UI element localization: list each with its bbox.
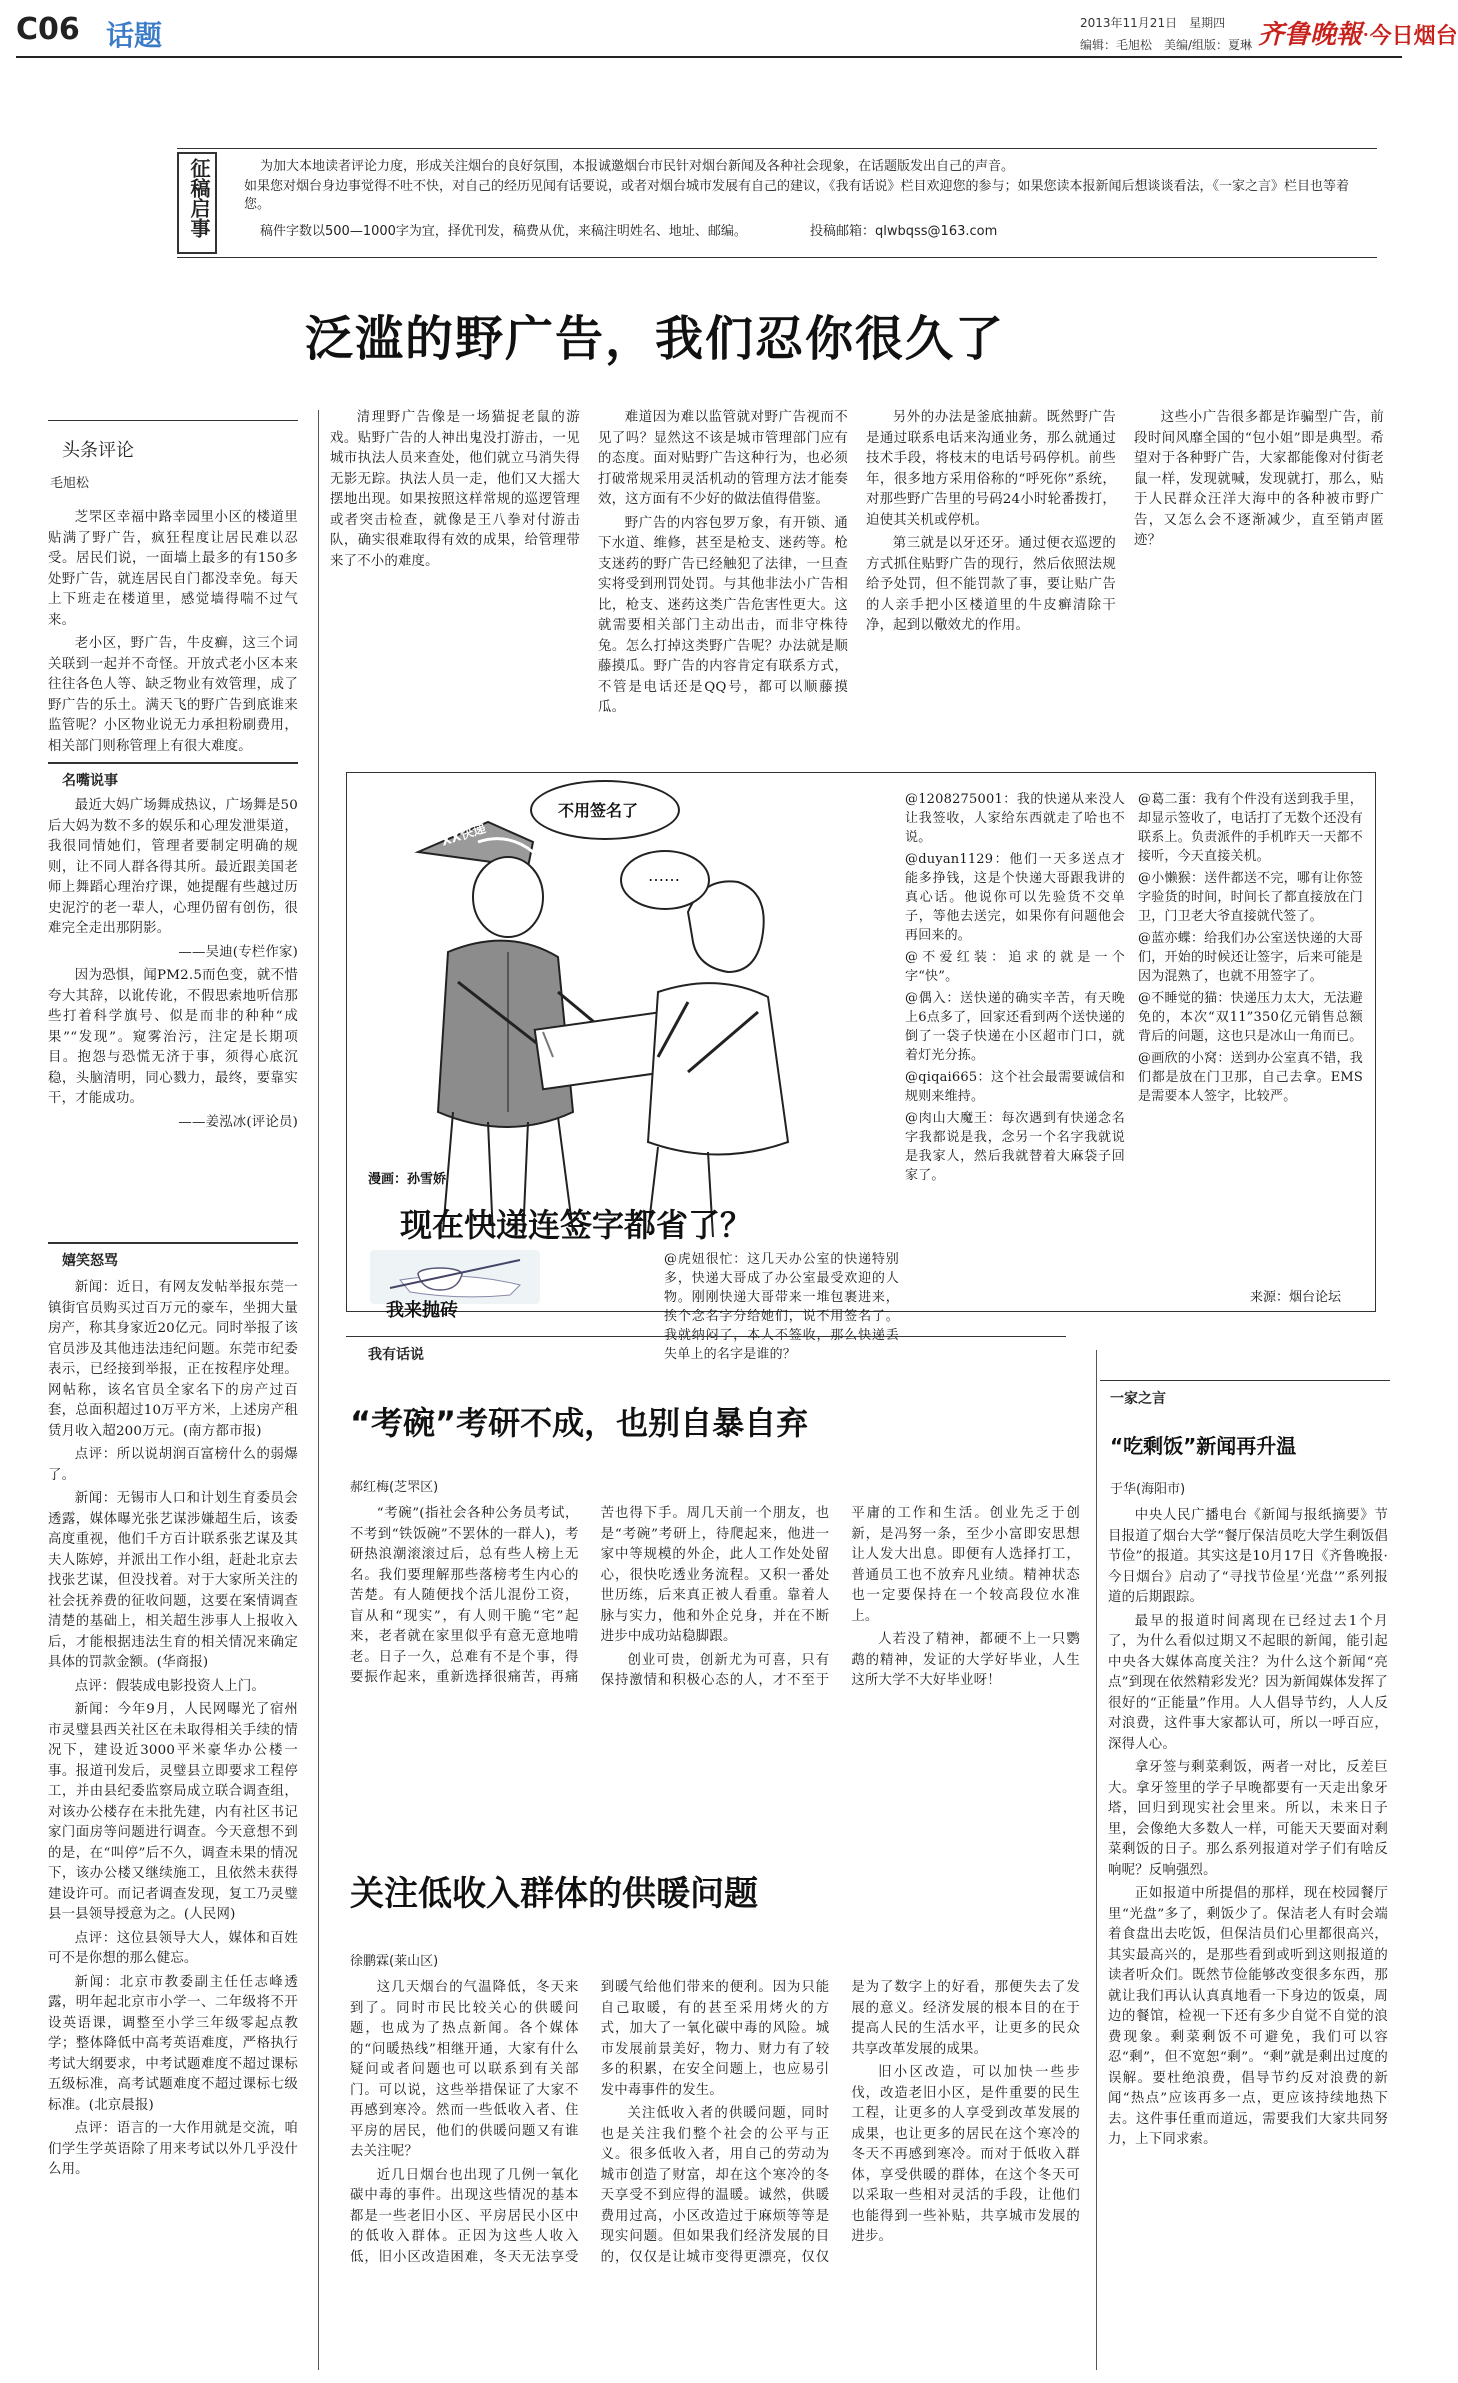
lead-text-col-5 — [1134, 408, 1384, 760]
article2-paragraph: “考碗”(指社会各种公务员考试，不考到“铁饭碗”不罢休的一群人)，考研热浪潮滚滚过后，总有些人榜上无名。我们要理解那些落榜考生内心的苦楚。有人随便找个活儿混份工资，盲从和“现实”，有人则干脆“宅”起来，老者就在家里似乎有意无意地啃老。日子一久，总难有不是个事，得要振作起来，重新选择很痛苦，再痛苦也得下手。周几天前一个朋友，也是“考碗”考研上，待爬起来，他进一家中等规模的外企，此人工作处处留心，很快吃透业务流程。又积一番处世历练，后来真正被人看重。靠着人脉与实力，他和外企兑身，并在不断进步中成功站稳脚跟。 — [350, 1506, 830, 1685]
article2-text — [350, 1504, 1080, 1804]
article4-paragraph: 拿牙签与剩菜剩饭，两者一对比，反差巨大。拿牙签里的学子早晚都要有一天走出象牙塔，回归到现实社会里来。所以，未来日子里，会像绝大多数人一样，可能天天要面对剩菜剩饭的日子。那么系列报道对学子们有啥反响呢？反响强烈。 — [1108, 1760, 1388, 1878]
comment-item: @1208275001：我的快递从来没人让我签收，人家给东西就走了哈也不说。 — [905, 792, 1125, 845]
sidebar-section-2 — [48, 1278, 298, 2368]
lead-text-col-2 — [330, 408, 580, 760]
sidebar-paragraph: 新闻：今年9月，人民网曝光了宿州市灵璧县西关社区在未取得相关手续的情况下，建设近3000平米豪华办公楼一事。报道刊发后，灵璧县立即要求工程停工，并由县纪委监察局成立联合调查组，对该办公楼存在未批先建，内有社区书记家门面房等问题进行调查。今天意想不到的是，在“叫停”后不久，调查未果的情况下，该办公楼又继续施工，且依然未获得建设许可。而记者调查发现，复工乃灵璧县一县领导授意为之。(人民网) — [48, 1702, 298, 1922]
cartoon-source: 来源：烟台论坛 — [1250, 1290, 1342, 1305]
comment-item: @不睡觉的猫：快递压力太大，无法避免的，本次“双11”350亿元销售总额背后的问题，这也只是冰山一角而已。 — [1138, 991, 1363, 1044]
main-headline: 泛滥的野广告，我们忍你很久了 — [305, 311, 1006, 367]
page-code: C06 — [16, 12, 80, 47]
sidebar-signature: ——吴迪(专栏作家) — [178, 944, 298, 960]
comment-item: @肉山大魔王：每次遇到有快递念名字我都说是我，念另一个名字我就说是我家人，然后我就替着大麻袋子回家了。 — [905, 1111, 1125, 1183]
comment-column-3 — [1138, 790, 1363, 1270]
brand-sub: 今日烟台 — [1369, 24, 1458, 49]
header-rule — [16, 56, 1402, 58]
brand-logo — [1258, 14, 1458, 51]
lead-paragraph: 难道因为难以监管就对野广告视而不见了吗？显然这不该是城市管理部门应有的态度。面对贴野广告这种行为，也必须打破常规采用灵活机动的管理方法才能奏效，这方面有不少好的做法值得借鉴。 — [598, 410, 848, 507]
lead-paragraph: 第三就是以牙还牙。通过便衣巡逻的方式抓住贴野广告的现行，然后依照法规给予处罚，但不能罚款了事，要让贴广告的人亲手把小区楼道里的牛皮癣清除干净，起到以儆效尤的作用。 — [866, 536, 1116, 633]
article2-rule — [346, 1336, 1066, 1337]
sidebar-paragraph: 新闻：北京市教委副主任任志峰透露，明年起北京市小学一、二年级将不开设英语课，调整至小学三年级零起点教学；整体降低中高考英语难度，严格执行考试大纲要求，中考试题难度不超过课标五级标准，高考试题难度不超过课标七级标准。(北京晨报) — [48, 1974, 298, 2113]
comment-item: @小懒猴：送件都送不完，哪有让你签字验货的时间，时间长了都直接放在门卫，门卫老大爷直接就代签了。 — [1138, 871, 1363, 924]
comment-column-2 — [905, 790, 1125, 1300]
article2-paragraph: 人若没了精神，都硬不上一只鹦鹉的精神，发证的大学好毕业，人生这所大学不大好毕业呀！ — [851, 1632, 1080, 1688]
article3-paragraph: 旧小区改造，可以加快一些步伐，改造老旧小区，是件重要的民生工程，让更多的人享受到改革发展的成果，也让更多的居民在这个寒冷的冬天不再感到寒冷。而对于低收入群体，享受供暖的群体，在这个冬天可以采取一些相对灵活的手段，让他们也能得到一些补贴，共享城市发展的进步。 — [851, 2065, 1080, 2244]
article3-paragraph: 关注低收入者的供暖问题，同时也是关注我们整个社会的公平与正义。很多低收入者，用自己的劳动为城市创造了财富，却在这个寒冷的冬天享受不到应得的温暖。诚然，供暖费用过高，小区改造过于麻烦等等是现实问题。但如果我们经济发展的目的，仅仅是让城市变得更漂亮，仅仅是为了数字上的好看，那便失去了发展的意义。经济发展的根本目的在于提高人民的生活水平，让更多的民众共享改革发展的成果。 — [600, 1980, 1080, 2265]
comment-item: @葛二蛋：我有个件没有送到我手里，却显示签收了，电话打了无数个还没有联系上。负责派件的手机昨天一天都不接听，今天直接关机。 — [1138, 792, 1363, 864]
sidebar-paragraph: 新闻：近日，有网友发帖举报东莞一镇街官员购买过百万元的豪车，坐拥大量房产，称其身家近20亿元。同时举报了该官员涉及其他违法违纪问题。东莞市纪委表示，已经接到举报，正在按程序处理。网帖称，该名官员全家名下的房产过百套，总面积超过10万平方米，上述房产租赁月收入超200万元。(南方都市报) — [48, 1280, 298, 1439]
article2-paragraph: 创业可贵，创新尤为可喜，只有保持激情和积极心态的人，才不至于平庸的工作和生活。创业先乏于创新，是冯努一条，至少小富即安思想让人发大出息。即便有人选择打工，普通员工也不放弃凡业绩。精神状态也一定要保持在一个较高段位水准上。 — [600, 1506, 1080, 1688]
sidebar-rule-2 — [48, 1242, 298, 1244]
sidebar-paragraph: 点评：语言的一大作用就是交流，咱们学生学英语除了用来考试以外几乎没什么用。 — [48, 2121, 298, 2177]
lead-column-name: 头条评论 — [62, 440, 134, 461]
lead-text-col-3 — [598, 408, 848, 760]
notice-label: 征稿启事 — [187, 158, 211, 238]
comment-column-1 — [664, 1250, 899, 1362]
notice-line-3: 稿件字数以500—1000字为宜，择优刊发，稿费从优，来稿注明姓名、地址、邮编。 — [260, 224, 747, 239]
lead-paragraph: 老小区，野广告，牛皮癣，这三个词关联到一起并不奇怪。开放式老小区本来往往各色人等、缺乏物业有效管理，成了野广告的乐土。满天飞的野广告到底谁来监管呢？小区物业说无力承担粉刷费用，相关部门则称管理上有很大难度。 — [48, 636, 298, 754]
cartoon-credit: 漫画：孙雪娇 — [368, 1172, 447, 1187]
lead-paragraph: 另外的办法是釜底抽薪。既然野广告是通过联系电话来沟通业务，那么就通过技术手段，将枝末的电话号码停机。前些年，很多地方采用俗称的“呼死你”系统，对那些野广告里的号码24小时轮番拨打，迫使其关机或停机。 — [866, 410, 1116, 528]
lead-paragraph: 这些小广告很多都是诈骗型广告，前段时间风靡全国的“包小姐”即是典型。希望对于各种野广告，大家都能像对付街老鼠一样，发现就喊，发现就打，那么，贴于人民群众汪洋大海中的各种被市野广告，又怎么会不逐渐减少，直至销声匿迹？ — [1134, 410, 1384, 548]
sidebar-paragraph: 新闻：无锡市人口和计划生育委员会透露，媒体曝光张艺谋涉嫌超生后，该委高度重视，他们千方百计联系张艺谋及其夫人陈婷，并派出工作小组，赶赴北京去找张艺谋，但没找着。对于大家所关注的社会抚养费的征收问题，这要在案情调查清楚的基础上，相关超生涉事人上报收入后，才能根据违法生育的相关情况来确定具体的罚款金额。(华商报) — [48, 1491, 298, 1670]
lead-paragraph: 清理野广告像是一场猫捉老鼠的游戏。贴野广告的人神出鬼没打游击，一见城市执法人员来查处，他们就立马消失得无影无踪。执法人员一走，他们又大摇大摆地出现。如果按照这样常规的巡逻管理或者突击检查，就像是王八拳对付游击队，确实很难取得有效的成果，给管理带来了不小的难度。 — [330, 410, 580, 569]
notice-email[interactable]: 投稿邮箱：qlwbqss@163.com — [810, 224, 998, 239]
article3-paragraph: 近几日烟台也出现了几例一氧化碳中毒的事件。出现这些情况的基本都是一些老旧小区、平房居民小区中的低收入群体。正因为这些人收入低，旧小区改造困难，冬天无法享受到暖气给他们带来的便利。因为只能自己取暖，有的甚至采用烤火的方式，加大了一氧化碳中毒的风险。城市发展前景美好，物力、财力有了较多的积累，在安全问题上，也应易引发中毒事件的发生。 — [350, 1980, 830, 2265]
sidebar-paragraph: 最近大妈广场舞成热议，广场舞是50后大妈为数不多的娱乐和心理发泄渠道，我很同情她们，管理者要制定明确的规则，让不同人群各得其所。最近跟美国老师上舞蹈心理治疗课，她提醒有些越过历史泥泞的老一辈人，心理仍留有创伤，很难完全走出那阴影。 — [48, 798, 298, 936]
comment-item: @画欣的小窝：送到办公室真不错，我们都是放在门卫那，自己去拿。EMS是需要本人签字，比较严。 — [1138, 1051, 1363, 1104]
article4-paragraph: 正如报道中所提倡的那样，现在校园餐厅里“光盘”多了，剩饭少了。保洁老人有时会端着食盘出去吃饭，但保洁员们心里都很高兴，其实最高兴的，是那些看到或听到这则报道的读者听众们。既然节俭能够改变很多东西，那就让我们再认认真真地看一下身边的饭桌，周边的餐馆，检视一下还有多少自觉不自觉的浪费现象。剩菜剩饭不可避免，我们可以容忍“剩”，但不宽恕“剩”。“剩”就是剩出过度的误解。要杜绝浪费，倡导节约反对浪费的新闻“热点”应该再多一点，更应该持续地热下去。这件事任重而道远，需要我们大家共同努力，上下同求索。 — [1108, 1886, 1388, 2147]
lead-col-rule — [48, 420, 298, 421]
article2-column-name: 我有话说 — [368, 1347, 424, 1363]
article4-paragraph: 中央人民广播电台《新闻与报纸摘要》节目报道了烟台大学“餐厅保洁员吃大学生剩饭倡节俭”的报道。其实这是10月17日《齐鲁晚报·今日烟台》启动了“寻找节俭星‘光盘’”系列报道的后期跟踪。 — [1108, 1508, 1388, 1605]
right-column-divider — [1096, 1350, 1097, 2370]
thought-dots: …… — [648, 866, 680, 885]
article4-rule — [1100, 1380, 1390, 1381]
cartoon-feature-title: 现在快递连签字都省了？ — [400, 1206, 753, 1244]
lead-paragraph: 芝罘区幸福中路幸园里小区的楼道里贴满了野广告，疯狂程度让居民难以忍受。居民们说，一面墙上最多的有150多处野广告，就连居民自门都没幸免。每天上下班走在楼道里，感觉墙得喘不过气来。 — [48, 510, 298, 628]
comment-item: @qiqai665：这个社会最需要诚信和规则来维持。 — [905, 1070, 1125, 1104]
lead-text-col-4 — [866, 408, 1116, 760]
brand-name: 齐鲁晚報 — [1258, 20, 1363, 50]
article3-paragraph: 这几天烟台的气温降低，冬天来到了。同时市民比较关心的供暖问题，也成为了热点新闻。各个媒体的“问暖热线”相继开通，大家有什么疑问或者问题也可以联系到有关部门。可以说，这些举措保证了大家不再感到寒冷。然而一些低收入者、住平房的居民，他们的供暖问题又有谁去关注呢？ — [350, 1980, 579, 2159]
article2-headline: “考碗”考研不成，也别自暴自弃 — [350, 1404, 809, 1442]
article3-text — [350, 1978, 1080, 2373]
section-name: 话题 — [106, 19, 163, 52]
comment-item: @不爱红装：追求的就是一个字“快”。 — [905, 950, 1125, 984]
article4-paragraph: 最早的报道时间离现在已经过去1个月了，为什么看似过期又不起眼的新闻，能引起中央各大媒体高度关注？为什么这个新闻“亮点”到现在依然精彩发光？因为新闻媒体发挥了很好的“正能量”作用。人人倡导节约，人人反对浪费，这件事大家都认可，所以一呼百应，深得人心。 — [1108, 1613, 1388, 1752]
article3-author: 徐鹏霖(莱山区) — [350, 1954, 439, 1969]
article3-headline: 关注低收入群体的供暖问题 — [350, 1874, 758, 1914]
brand-dot: · — [1362, 21, 1370, 49]
article4-column-name: 一家之言 — [1110, 1391, 1166, 1407]
comment-item: @duyan1129：他们一天多送点才能多挣钱，这是个快递大哥跟我讲的真心话。他说你可以先验货不交单子，等他去送完，如果你有问题他会再回来的。 — [905, 852, 1125, 943]
lead-paragraph: 野广告的内容包罗万象，有开锁、通下水道、维修，甚至是枪支、迷药等。枪支迷药的野广告已经触犯了法律，一旦查实将受到刑罚处罚。与其他非法小广告相比，枪支、迷药这类广告危害性更大。这就需要相关部门主动出击，而非守株待兔。怎么打掉这类野广告呢？办法就是顺藤摸瓜。野广告的内容肯定有联系方式，不管是电话还是QQ号，都可以顺藤摸瓜。 — [598, 515, 848, 715]
article4-text — [1108, 1506, 1388, 2368]
sidebar-section-1 — [48, 796, 298, 1236]
sidebar-title-1: 名嘴说事 — [62, 773, 118, 789]
editor-credits: 编辑：毛旭松 美编/组版：夏琳 — [1080, 38, 1253, 52]
sidebar-divider — [318, 410, 319, 2370]
sidebar-paragraph: 因为恐惧，闻PM2.5而色变，就不惜夸大其辞，以讹传讹，不假思索地听信那些打着科学旗号、似是而非的种种“成果”“发现”。窥雾治污，注定是长期项目。抱怨与恐慌无济于事，须得心底沉稳，头脑清明，同心戮力，最终，要靠实干，才能成功。 — [48, 968, 298, 1106]
speech-text: 不用签名了 — [558, 801, 639, 820]
sidebar-signature: ——姜泓冰(评论员) — [178, 1114, 298, 1130]
comment-item: @偶入：送快递的确实辛苦，有天晚上6点多了，回家还看到两个送快递的倒了一袋子快递在小区超市门口，就着灯光分拣。 — [905, 991, 1125, 1063]
article2-author: 郝红梅(芝罘区) — [350, 1480, 439, 1495]
lead-author: 毛旭松 — [50, 476, 90, 491]
cartoon-tag: 我来抛砖 — [386, 1300, 458, 1321]
notice-line-2: 如果您对烟台身边事觉得不吐不快，对自己的经历见闻有话要说，或者对烟台城市发展有自己的建议，《我有话说》栏目欢迎您的参与；如果您读本报新闻后想谈谈看法，《一家之言》栏目也等着您。 — [244, 179, 1350, 212]
courier-cap-text: XX快递 — [439, 821, 488, 850]
sidebar-title-2: 嬉笑怒骂 — [62, 1253, 118, 1269]
comment-item: @虎妞很忙：这几天办公室的快递特别多，快递大哥成了办公室最受欢迎的人物。刚刚快递大哥带来一堆包裹进来，挨个念名字分给她们，说不用签名了。我就纳闷了，本人不签收，那么快递丢失单上的名字是谁的？ — [664, 1252, 899, 1362]
sidebar-paragraph: 点评：这位县领导大人，媒体和百姓可不是你想的那么健忘。 — [48, 1930, 298, 1966]
article4-author: 于华(海阳市) — [1110, 1482, 1186, 1497]
lead-text-col-1 — [48, 508, 298, 758]
article4-headline: “吃剩饭”新闻再升温 — [1110, 1434, 1297, 1458]
notice-line-1: 为加大本地读者评论力度，形成关注烟台的良好氛围，本报诚邀烟台市民针对烟台新闻及各种社会现象，在话题版发出自己的声音。 — [260, 159, 1015, 174]
issue-date: 2013年11月21日 星期四 — [1080, 16, 1226, 30]
sidebar-rule-1 — [48, 762, 298, 764]
sidebar-paragraph: 点评：所以说胡润百富榜什么的弱爆了。 — [48, 1447, 298, 1483]
comment-item: @蓝亦蝶：给我们办公室送快递的大哥们，开始的时候还让签字，后来可能是因为混熟了，也就不用签字了。 — [1138, 931, 1363, 984]
sidebar-paragraph: 点评：假装成电影投资人上门。 — [74, 1678, 266, 1694]
